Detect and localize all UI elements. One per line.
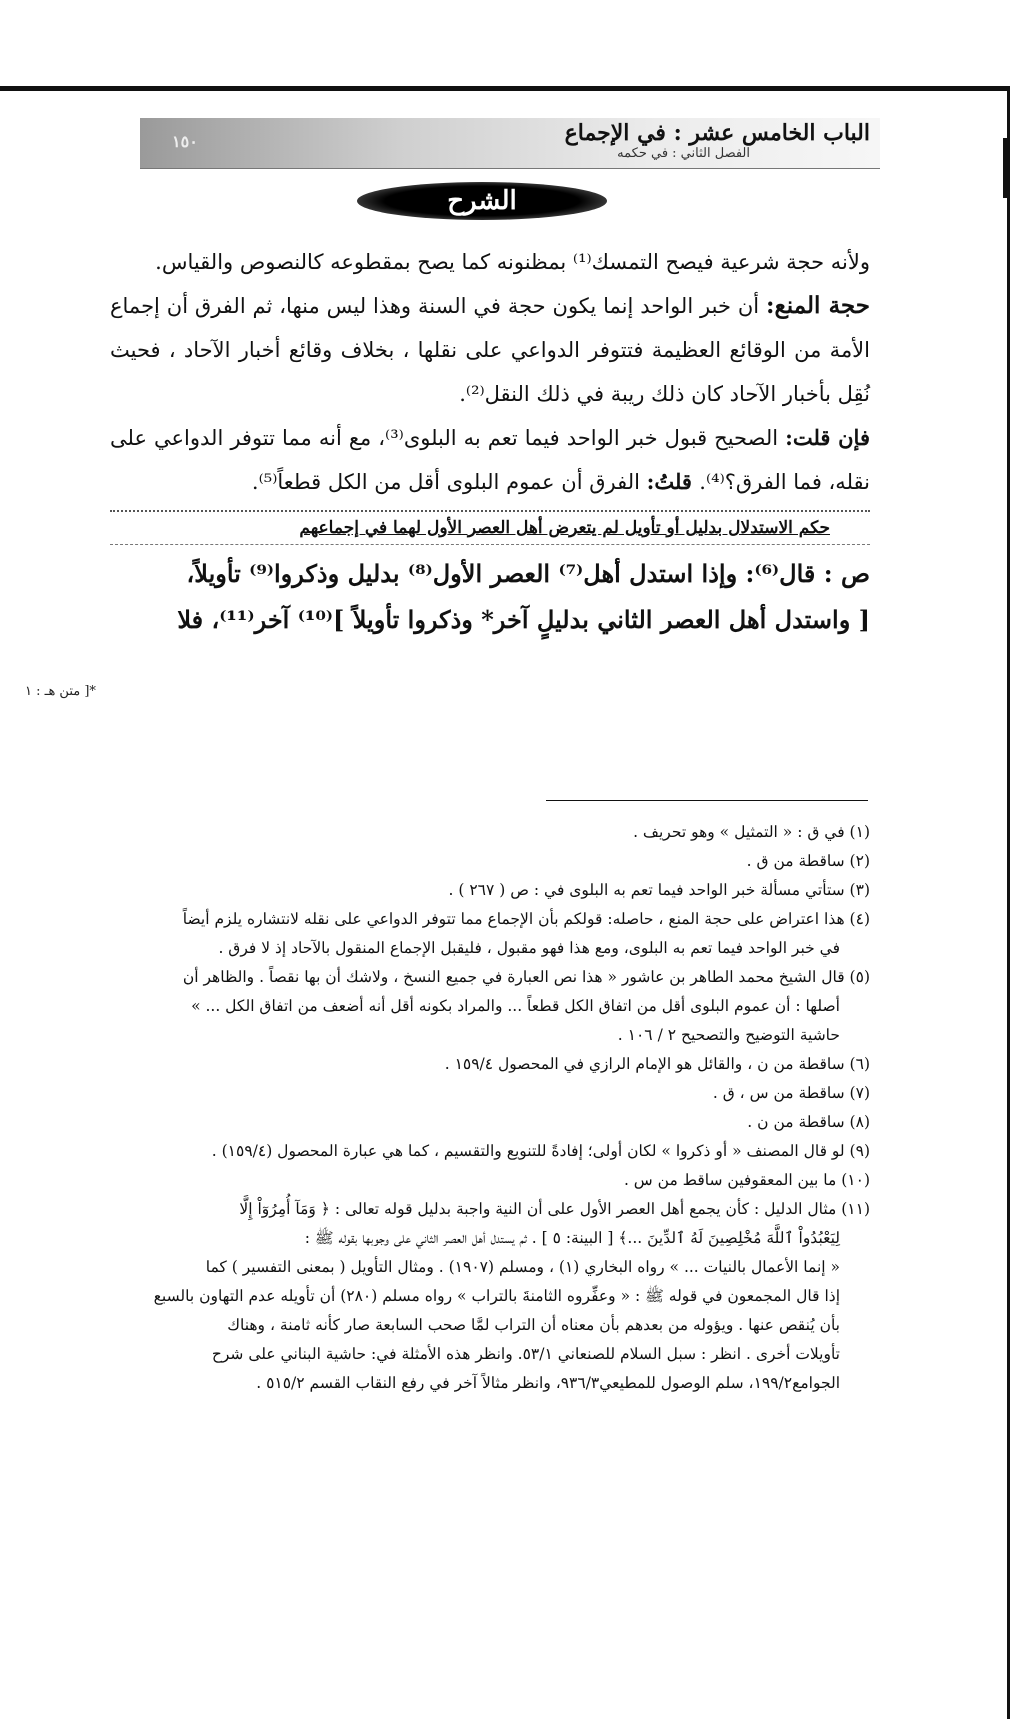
footnote: (٤) هذا اعتراض على حجة المنع ، حاصله: قولكم بأن الإجماع مما تتوفر الدواعي على نقله لانتشاره يلزم أيضاً — [182, 910, 870, 928]
page-number: ١٥٠ — [172, 132, 198, 151]
paragraph-lead: فإن قلت: — [785, 425, 870, 450]
right-rule — [1007, 86, 1010, 1719]
footnote-continuation: تأويلات أخرى . انظر : سبل السلام للصنعاني ٥٣/١. وانظر هذه الأمثلة في: حاشية البناني على شرح — [211, 1345, 840, 1363]
footnote-continuation: الجوامع١٩٩/٢، سلم الوصول للمطيعي٩٣٦/٣، وانظر مثالاً آخر في رفع النقاب القسم ٥١٥/٢ . — [256, 1374, 840, 1392]
footnote: (٦) ساقطة من ن ، والقائل هو الإمام الرازي في المحصول ١٥٩/٤ . — [444, 1055, 870, 1073]
footnote-separator — [546, 800, 868, 801]
paragraph-lead: حجة المنع: — [766, 292, 871, 319]
paragraph — [110, 416, 870, 504]
subheading: حكم الاستدلال بدليل أو تأويل لم يتعرض أهل العصر الأول لهما في إجماعهم — [110, 510, 870, 545]
rule-text-line: [ واستدل أهل العصر الثاني بدليلٍ آخر* وذكروا تأويلاً ]⁽¹⁰⁾ آخر⁽¹¹⁾، فلا — [177, 605, 870, 634]
margin-note: *[ متن هـ : ١ — [25, 684, 96, 699]
paragraph — [110, 240, 870, 284]
footnote: (١) في ق : « التمثيل » وهو تحريف . — [633, 823, 870, 841]
footnote-continuation: لِيَعْبُدُواْ ٱللَّهَ مُخْلِصِينَ لَهُ ٱلدِّينَ ...﴾ [ البينة: ٥ ] . ثم يستدل أهل العصر الثاني على وجوبها بقوله ﷺ : — [304, 1229, 840, 1247]
footnote-continuation: حاشية التوضيح والتصحيح ٢ / ١٠٦ . — [617, 1026, 840, 1044]
footnotes — [108, 818, 870, 1398]
footnote-continuation: في خبر الواحد فيما تعم به البلوى، ومع هذا فهو مقبول ، فليقبل الإجماع المنقول بالآحاد إذ لا فرق . — [218, 939, 840, 957]
footnote-continuation: إذا قال المجمعون في قوله ﷺ : « وعفِّروه الثامنةَ بالتراب » رواه مسلم (٢٨٠) أن تأويله عدم التهاون بالسبع — [153, 1287, 840, 1305]
footnote: (١٠) ما بين المعقوفين ساقط من س . — [623, 1171, 870, 1189]
footnote-continuation: بأن يُنقص عنها . ويؤوله من بعدهم بأن معناه أن التراب لمَّا صحب السابعة صار كأنه ثامنة ، وهناك — [227, 1316, 840, 1334]
top-rule — [0, 86, 1010, 91]
paragraph-lead: قلتُ: — [646, 469, 700, 494]
paragraph-text: الفرق أن عموم البلوى أقل من الكل قطعاً⁽⁵⁾. — [251, 470, 647, 494]
section-title-badge: الشرح — [357, 182, 607, 220]
footnote-continuation: أصلها : أن عموم البلوى أقل من اتفاق الكل قطعاً ... والمراد بكونه أقل أنه أضعف من اتفاق الكل ... » — [191, 997, 840, 1015]
footnote: (٧) ساقطة من س ، ق . — [712, 1084, 870, 1102]
right-margin-mark — [1003, 138, 1009, 198]
paragraph-text: ولأنه حجة شرعية فيصح التمسك⁽¹⁾ بمظنونه كما يصح بمقطوعه كالنصوص والقياس. — [155, 250, 870, 274]
rule-text-line: ص : قال⁽⁶⁾: وإذا استدل أهل⁽⁷⁾ العصر الأول⁽⁸⁾ بدليل وذكروا⁽⁹⁾ تأويلاً، — [186, 559, 870, 588]
footnote: (٣) ستأتي مسألة خبر الواحد فيما تعم به البلوى في : ص ( ٢٦٧ ) . — [448, 881, 870, 899]
footnote-continuation: « إنما الأعمال بالنيات ... » رواه البخاري (١) ، ومسلم (١٩٠٧) . ومثال التأويل ( بمعنى التفسير ) كما — [205, 1258, 840, 1276]
section-subtitle: الفصل الثاني : في حكمه — [617, 146, 750, 161]
paragraph — [110, 284, 870, 416]
footnote: (٨) ساقطة من ن . — [747, 1113, 870, 1131]
footnote: (٩) لو قال المصنف « أو ذكروا » لكان أولى؛ إفادةً للتنويع والتقسيم ، كما هي عبارة المحصول (١٥٩/٤) . — [211, 1142, 870, 1160]
footnote: (٢) ساقطة من ق . — [746, 852, 870, 870]
chapter-header — [140, 118, 880, 169]
paragraph-text: أن خبر الواحد إنما يكون حجة في السنة وهذا ليس منها، ثم الفرق أن إجماع الأمة من الوقائع العظيمة فتتوفر الدواعي على نقلها ، بخلاف وقائع أخبار الآحاد ، فحيث نُقِل بأخبار الآحاد كان ذلك ريبة في ذلك النقل⁽²⁾. — [110, 294, 870, 406]
paragraph-text: الصحيح قبول خبر الواحد فيما تعم به البلوى⁽³⁾، مع أنه مما تتوفر الدواعي على نقله، فما الفرق؟⁽⁴⁾. — [110, 426, 870, 494]
footnote: (١١) مثال الدليل : كأن يجمع أهل العصر الأول على أن النية واجبة بدليل قوله تعالى : ﴿ وَمَآ أُمِرُوٓاْ إِلَّا — [239, 1200, 870, 1218]
footnote: (٥) قال الشيخ محمد الطاهر بن عاشور « هذا نص العبارة في جميع النسخ ، ولاشك أن بها نقصاً . والظاهر أن — [182, 968, 870, 986]
chapter-title: الباب الخامس عشر : في الإجماع — [564, 120, 870, 146]
main-text — [110, 240, 870, 643]
